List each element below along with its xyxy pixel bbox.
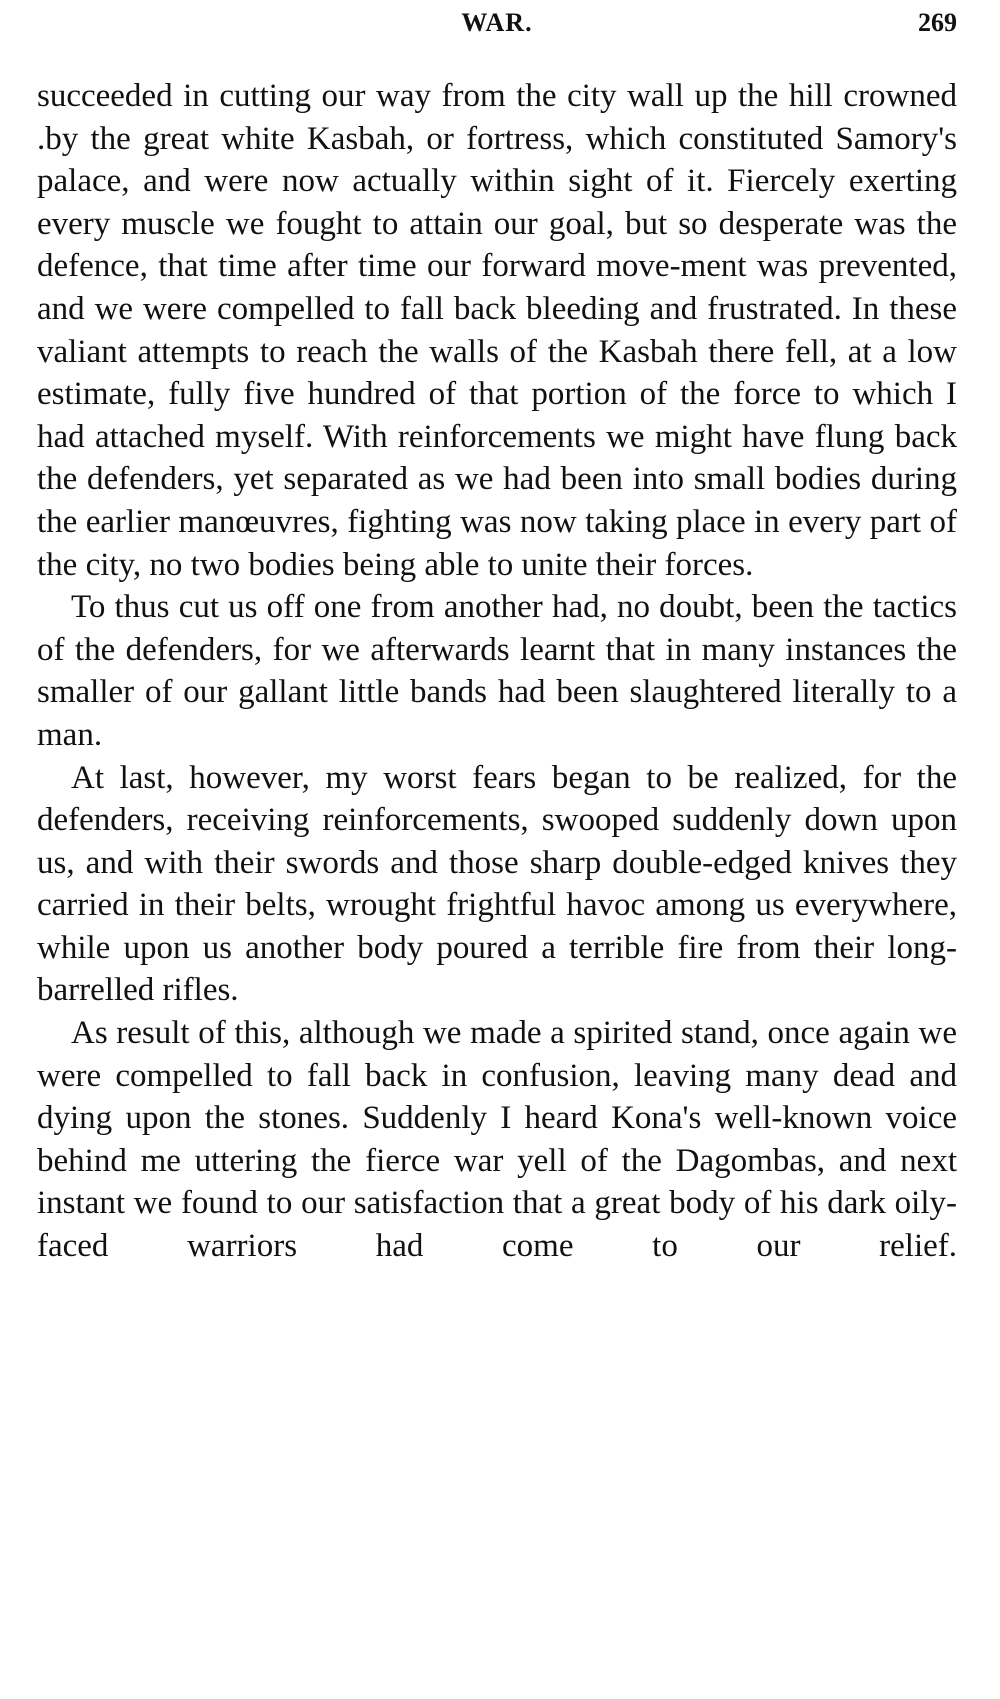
page-number: 269 bbox=[918, 8, 957, 37]
paragraph-continued: succeeded in cutting our way from the city wall up the hill crowned .by the great white Kasbah, or fortress, which constituted Samory's palace, and were now actually within sight of it. Fiercely exerting every muscle we fought to attain our goal, but so desperate was the defence, that time after time our forward move-ment was prevented, and we were compelled to fall back bleeding and frustrated. In these valiant attempts to reach the walls of the Kasbah there fell, at a low estimate, fully five hundred of that portion of the force to which I had attached myself. With reinforcements we might have flung back the defenders, yet separated as we had been into small bodies during the earlier manœuvres, fighting was now taking place in every part of the city, no two bodies being able to unite their forces. bbox=[37, 78, 957, 583]
running-head bbox=[37, 8, 957, 48]
paragraph-kona-relief: As result of this, although we made a spirited stand, once again we were compelled to fall back in confusion, leaving many dead and dying upon the stones. Suddenly I heard Kona's well-known voice behind me uttering the fierce war yell of the Dagombas, and next instant we found to our satisfaction that a great body of his dark oily-faced warriors had come to our relief. bbox=[37, 1015, 957, 1265]
paragraph-worst-fears: At last, however, my worst fears began to be realized, for the defenders, receiving reinforcements, swooped suddenly down upon us, and with their swords and those sharp double-edged knives they carried in their belts, wrought frightful havoc among us everywhere, while upon us another body poured a terrible fire from their long-barrelled rifles. bbox=[37, 759, 957, 1009]
body-text bbox=[37, 75, 957, 1268]
paragraph-tactics: To thus cut us off one from another had, no doubt, been the tactics of the defenders, for we afterwards learnt that in many instances the smaller of our gallant little bands had been slaughtered literally to a man. bbox=[37, 589, 957, 753]
running-title: WAR. bbox=[461, 8, 533, 37]
